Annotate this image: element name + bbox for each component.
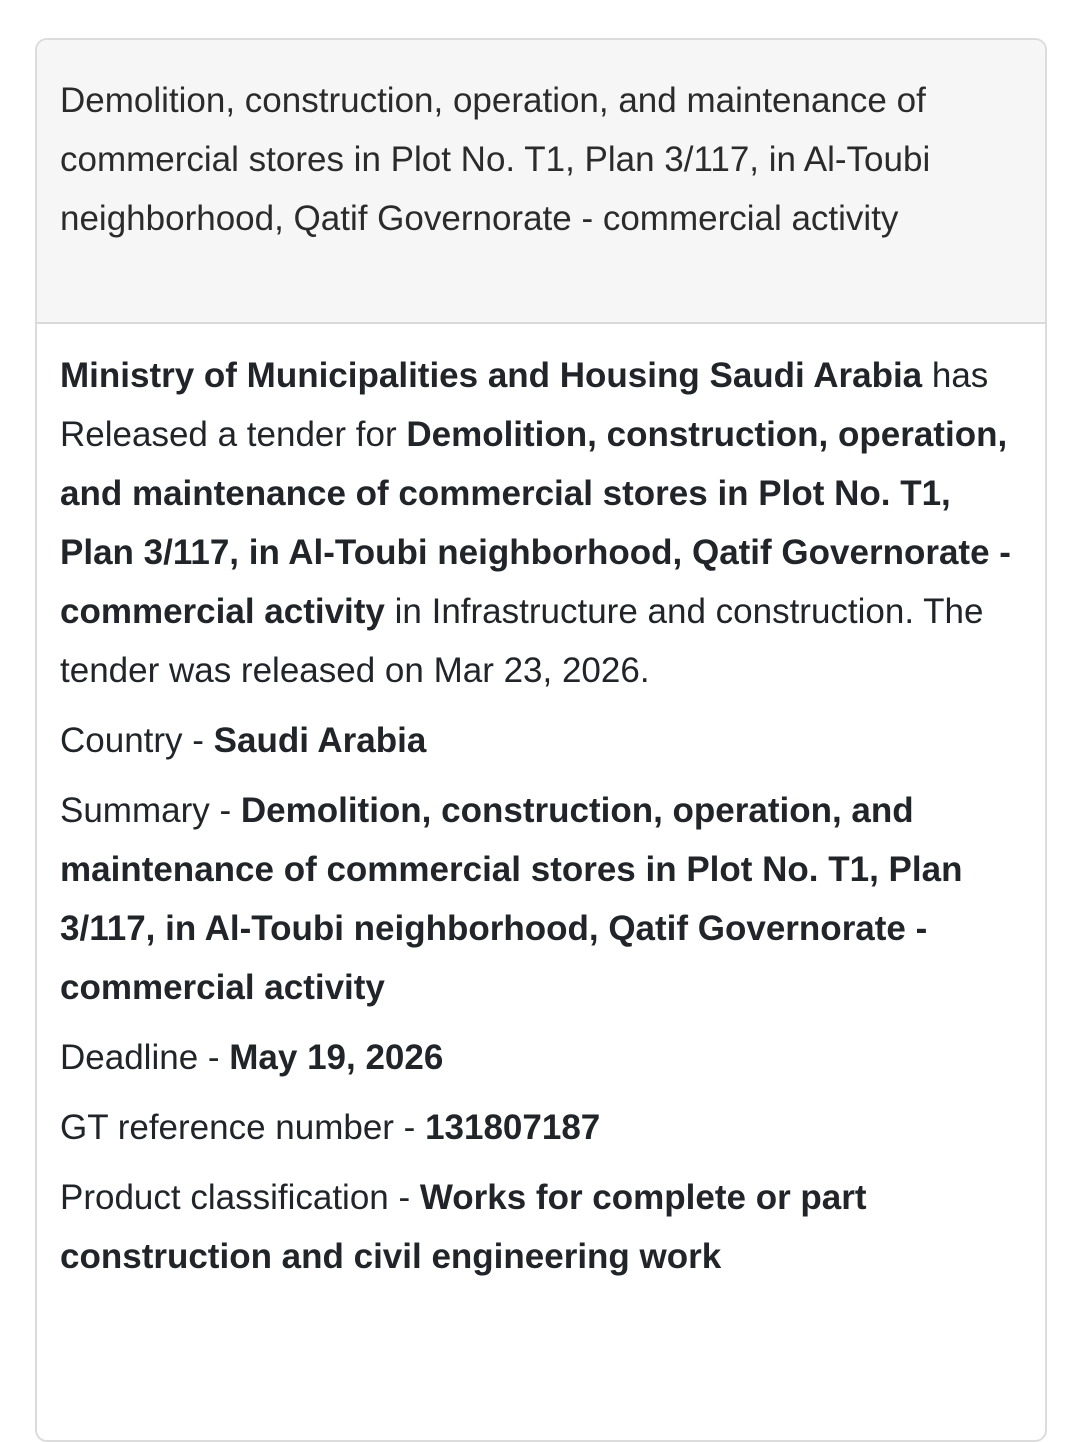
tender-title: Demolition, construction, operation, and maintenance of commercial stores in Plot No. T1, Plan 3/117, in Al-Toubi neighborhood, Qatif Governorate - commercial activity — [60, 415, 1011, 631]
detail-label: GT reference number - — [60, 1108, 426, 1147]
detail-value: Demolition, construction, operation, and maintenance of commercial stores in Plot No. T1, Plan 3/117, in Al-Toubi neighborhood, Qatif Governorate - commercial activity — [60, 791, 963, 1007]
detail-value: Works for complete or part construction and civil engineering work — [60, 1178, 867, 1276]
detail-value: 131807187 — [425, 1108, 601, 1147]
detail-value: May 19, 2026 — [229, 1038, 444, 1077]
detail-label: Country - — [60, 721, 214, 760]
detail-label: Summary - — [60, 791, 241, 830]
release-date: Mar 23, 2026 — [433, 651, 640, 690]
organization-name: Ministry of Municipalities and Housing Saudi Arabia — [60, 356, 923, 395]
detail-country — [60, 711, 1023, 770]
intro-text: . The tender was released on — [60, 592, 984, 690]
tender-details — [37, 324, 1045, 1286]
intro-text: in — [384, 592, 432, 631]
detail-product-classification — [60, 1168, 1023, 1286]
detail-reference-number — [60, 1098, 1023, 1157]
detail-value: Saudi Arabia — [213, 721, 427, 760]
tender-description — [60, 346, 1023, 700]
sector: Infrastructure and construction — [431, 592, 905, 631]
tender-card — [35, 38, 1047, 1442]
intro-text: . — [639, 651, 650, 690]
detail-summary — [60, 781, 1023, 1017]
detail-label: Product classification - — [60, 1178, 420, 1217]
detail-label: Deadline - — [60, 1038, 230, 1077]
intro-text: has Released a tender for — [60, 356, 989, 454]
detail-deadline — [60, 1028, 1023, 1087]
tender-title-header: Demolition, construction, operation, and maintenance of commercial stores in Plot No. T1, Plan 3/117, in Al-Toubi neighborhood, Qatif Governorate - commercial activity — [37, 40, 1045, 324]
